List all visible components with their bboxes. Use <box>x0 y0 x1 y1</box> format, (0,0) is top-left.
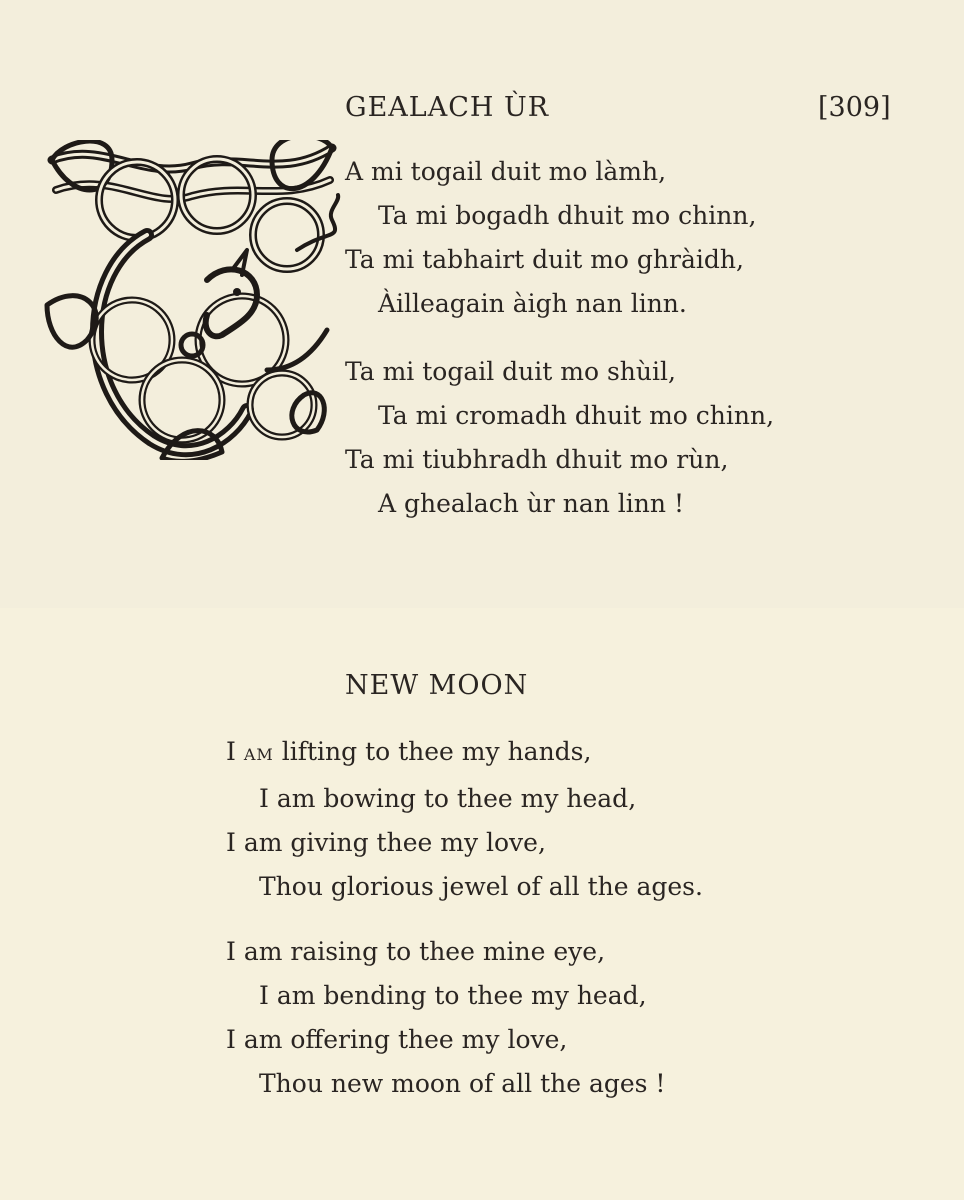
page-number: [309] <box>818 92 891 123</box>
gaelic-line: A ghealach ùr nan linn ! <box>378 489 684 518</box>
english-line: I am bending to thee my head, <box>259 981 647 1010</box>
celtic-knotwork-initial-icon <box>42 140 342 460</box>
gaelic-title: GEALACH ÙR <box>345 92 550 123</box>
english-stanza-1 <box>226 730 703 909</box>
gaelic-line: Ta mi togail duit mo shùil, <box>345 357 676 386</box>
english-line: Thou new moon of all the ages ! <box>259 1069 666 1098</box>
english-title: NEW MOON <box>345 670 529 701</box>
gaelic-stanza-2 <box>345 350 774 526</box>
gaelic-line: A mi togail duit mo làmh, <box>345 157 667 186</box>
gaelic-line: Ta mi bogadh dhuit mo chinn, <box>378 201 757 230</box>
english-line: I am offering thee my love, <box>226 1025 568 1054</box>
gaelic-stanza-1 <box>345 150 756 326</box>
gaelic-line: Ta mi tabhairt duit mo ghràidh, <box>345 245 744 274</box>
first-line-rest: lifting to thee my hands, <box>273 737 592 766</box>
english-page <box>0 608 964 1200</box>
first-word-small-caps: AM <box>243 745 274 764</box>
first-word: I <box>226 737 236 766</box>
gaelic-line: Àilleagain àigh nan linn. <box>378 289 687 318</box>
gaelic-line: Ta mi tiubhradh dhuit mo rùn, <box>345 445 729 474</box>
gaelic-line: Ta mi cromadh dhuit mo chinn, <box>378 401 775 430</box>
english-line: Thou glorious jewel of all the ages. <box>259 872 703 901</box>
english-line: I am bowing to thee my head, <box>259 784 637 813</box>
english-line: I am giving thee my love, <box>226 828 546 857</box>
english-stanza-2 <box>226 930 665 1106</box>
english-first-line <box>226 730 703 777</box>
english-line: I am raising to thee mine eye, <box>226 937 606 966</box>
